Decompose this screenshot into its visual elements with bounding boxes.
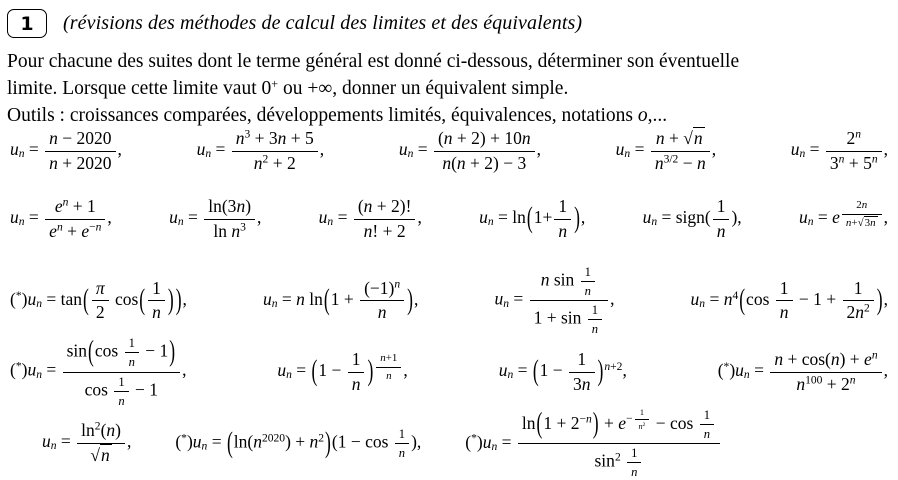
intro-paragraph (7, 48, 892, 129)
intro-line-3 (7, 102, 892, 129)
formula: $u_n$ = $\frac{(n + 2)!}{n! + 2}$ , (318, 196, 422, 241)
formula: $(^*)u_n = \tan$( $\frac{\pi}{2}$ cos( $\frac{1}{n}$ ) ), (10, 277, 187, 323)
formula: $u_n$ = $\frac{n + √n}{n^{3/2} - n}$ , (615, 128, 717, 173)
formula: $u_n$ = $\frac{\ln(3n)}{\ln n^3}$ , (169, 196, 262, 241)
exercise-title: (révisions des méthodes de calcul des limites et des équivalents) (63, 12, 583, 34)
formula: $u_n = e$ $^{\frac{2n}{n+√3n}}$ , (798, 199, 888, 229)
little-o-symbol: o (637, 105, 648, 126)
formula: $u_n$ = $\frac{n - 2020}{n + 2020}$ , (10, 128, 122, 173)
intro-line-2 (7, 75, 892, 102)
formula: $u_n$ = $\frac{\ln^2(n)}{√n}$ , (42, 420, 132, 466)
formula-row-1 (6, 129, 892, 197)
formula: $u_n$ = $\frac{(n + 2) + 10n}{n(n + 2) - 3}$ , (398, 128, 541, 173)
formula: $u_n = n^4(\cos$ $\frac{1}{n}$ − 1 + $\frac{1}{2n^2}$ ), (690, 277, 888, 323)
intro-line-1: Pour chacune des suites dont le terme général est donné ci-dessous, déterminer son éventuelle (7, 51, 740, 72)
zero-plus-superscript: + (271, 76, 279, 91)
formula: $u_n = (1$ − $\frac{1}{n}$ ) $^{\frac{n+1}{n}}$ , (277, 348, 408, 394)
intro-line-2-rest: ou +∞, donner un équivalent simple. (278, 78, 569, 99)
exercise-header (7, 9, 892, 38)
formula: $u_n$ = $\frac{2^n}{3^n + 5^n}$ , (790, 128, 888, 173)
formula: $(^*)u_n$ = $\frac{n + \cos(n) + e^n}{n^{100} + 2^n}$ , (717, 348, 888, 394)
formula: $u_n$ = sign( $\frac{1}{n}$ ), (642, 196, 742, 241)
intro-line-3-rest: ,... (647, 105, 668, 126)
formula: $(^*)u_n$ = sin(cos $\frac{1}{n}$ − 1) cos $\frac{1}{n}$ − 1 , (10, 333, 187, 408)
formula-row-2 (6, 197, 892, 265)
formula: $u_n$ = n sin $\frac{1}{n}$ 1 + sin $\frac{1}{n}$ , (494, 265, 615, 337)
formula: $u_n$ = $\frac{n^3 + 3n + 5}{n^2 + 2}$ , (196, 128, 325, 173)
formula: $u_n = n$ ln(1 + $\frac{(-1)^n}{n}$ ), (262, 277, 419, 323)
intro-line-3-text: Outils : croissances comparées, développements limités, équivalences, notations (7, 105, 638, 126)
formula-row-3 (6, 265, 892, 336)
formula: $u_n$ = $\frac{e^n + 1}{e^n + e^{-n}}$ , (10, 196, 112, 241)
formula: $u_n = \ln(1+$ $\frac{1}{n}$ ), (479, 196, 586, 241)
exercise-number: 1 (20, 12, 34, 35)
formula-row-4 (6, 333, 892, 408)
formula: $(^*)u_n = (\ln(n^{2020}) + n^2)(1 - \cos$ $\frac{1}{n}$ ), (175, 424, 422, 461)
exercise-number-box (7, 9, 47, 38)
formula-row-5 (6, 404, 892, 480)
formula: $(^*)u_n$ = $\ln(1 + 2^{-n}) + e^{- \frac{1}{n^2}}$ − cos $\frac{1}{n}$ $\sin^2$ $\frac{1}{n}$ (465, 408, 722, 480)
intro-line-2-text: limite. Lorsque cette limite vaut 0 (7, 78, 272, 99)
formula: $u_n = (1$ − $\frac{1}{3n}$ )$^{n+2}$, (498, 348, 627, 394)
